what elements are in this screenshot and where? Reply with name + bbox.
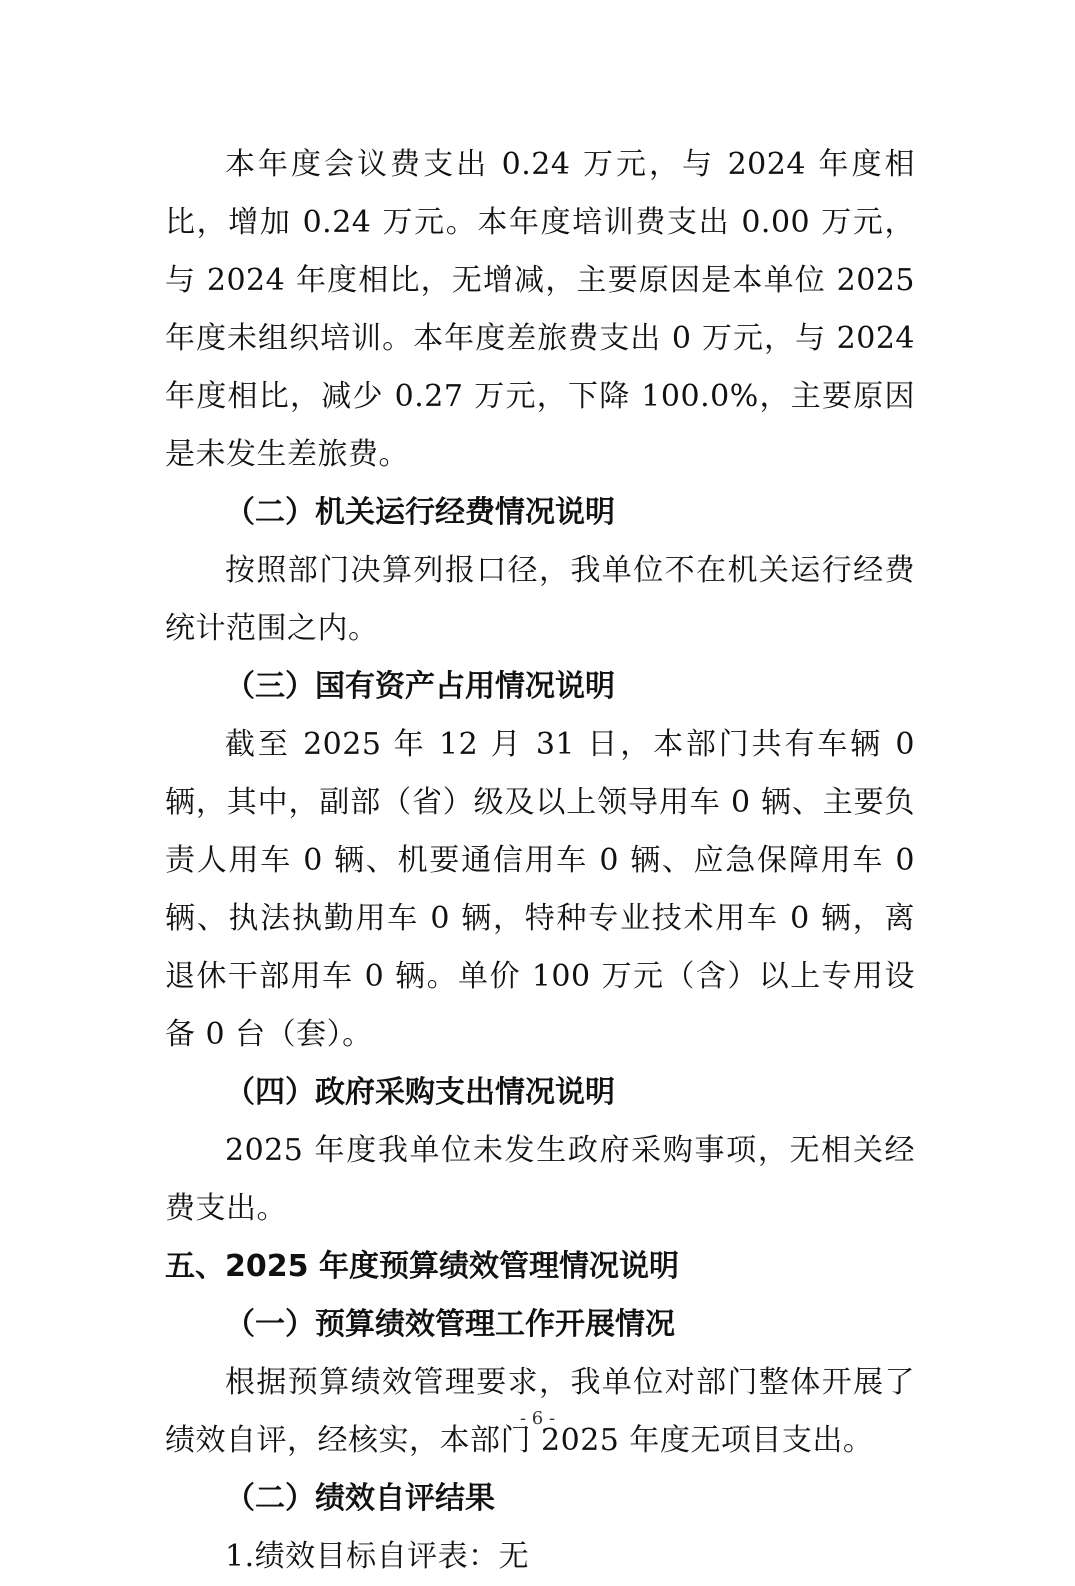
subheading-state-assets: （三）国有资产占用情况说明 [225, 669, 615, 704]
paragraph-office-operating-expenses: 按照部门决算列报口径，我单位不在机关运行经费统计范围之内。 [165, 553, 915, 646]
subheading-office-operating-expenses: （二）机关运行经费情况说明 [225, 495, 615, 530]
page-number: - 6 - [519, 1408, 556, 1429]
section-heading-performance-management: 五、2025 年度预算绩效管理情况说明 [165, 1249, 679, 1284]
paragraph-state-assets: 截至 2025 年 12 月 31 日，本部门共有车辆 0 辆，其中，副部（省）级及以上领导用车 0 辆、主要负责人用车 0 辆、机要通信用车 0 辆、应急保障用车 0 辆、执法执勤用车 0 辆，特种专业技术用车 0 辆，离退休干部用车 0 辆。单价 100 万元（含）以上专用设备 0 台（套）。 [165, 727, 915, 1052]
paragraph-meeting-training-travel-expenses: 本年度会议费支出 0.24 万元，与 2024 年度相比，增加 0.24 万元。本年度培训费支出 0.00 万元，与 2024 年度相比，无增减，主要原因是本单位 2025 年度未组织培训。本年度差旅费支出 0 万元，与 2024 年度相比，减少 0.27 万元，下降 100.0%，主要原因是未发生差旅费。 [165, 147, 915, 472]
subheading-government-procurement: （四）政府采购支出情况说明 [225, 1075, 615, 1110]
document-body [165, 136, 915, 1586]
paragraph-performance-result: 1.绩效目标自评表：无 [225, 1539, 530, 1574]
paragraph-performance-work: 根据预算绩效管理要求，我单位对部门整体开展了绩效自评，经核实，本部门 2025 年度无项目支出。 [165, 1365, 915, 1458]
paragraph-government-procurement: 2025 年度我单位未发生政府采购事项，无相关经费支出。 [165, 1133, 915, 1226]
subheading-performance-result: （二）绩效自评结果 [225, 1481, 495, 1516]
subheading-performance-work: （一）预算绩效管理工作开展情况 [225, 1307, 675, 1342]
